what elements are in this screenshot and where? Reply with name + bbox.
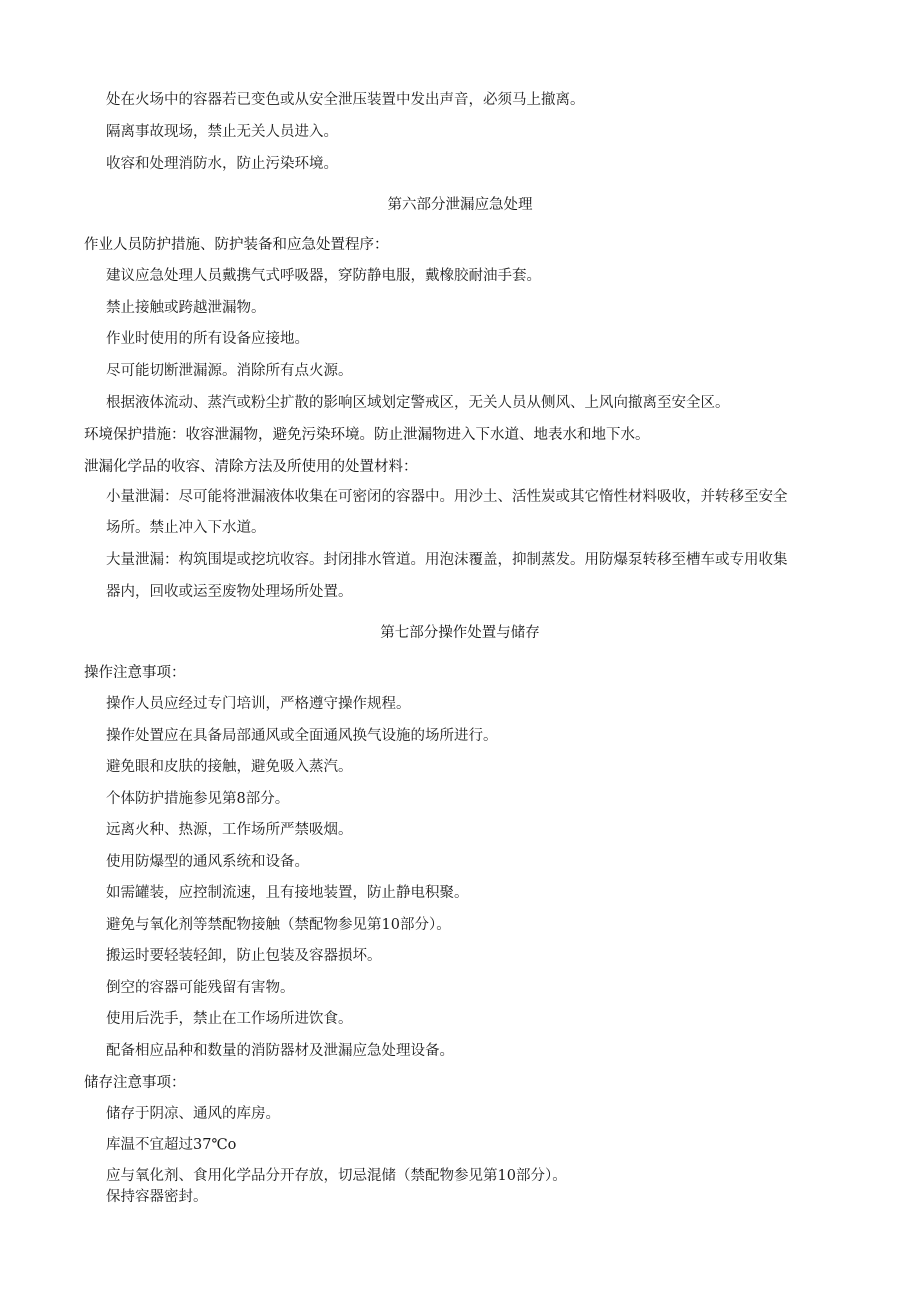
handling-heading: 操作注意事项： (84, 665, 186, 681)
paragraph: 库温不宜超过37℃o (106, 1137, 237, 1153)
paragraph: 倒空的容器可能残留有害物。 (106, 980, 295, 996)
paragraph: 搬运时要轻装轻卸，防止包装及容器损坏。 (106, 948, 382, 964)
paragraph: 避免与氧化剂等禁配物接触（禁配物参见第10部分）。 (106, 917, 451, 933)
env-protection-label: 环境保护措施 (84, 427, 171, 443)
paragraph: 大量泄漏：构筑围堤或挖坑收容。封闭排水管道。用泡沫覆盖，抑制蒸发。用防爆泵转移至槽车或专用收集 (106, 552, 788, 568)
paragraph: 远离火种、热源，工作场所严禁吸烟。 (106, 822, 353, 838)
protection-heading: 作业人员防护措施、防护装备和应急处置程序： (84, 237, 389, 253)
env-protection-line (84, 425, 650, 445)
paragraph: 禁止接触或跨越泄漏物。 (106, 300, 266, 316)
paragraph: 尽可能切断泄漏源。消除所有点火源。 (106, 363, 353, 379)
paragraph: 保持容器密封。 (106, 1189, 208, 1205)
paragraph: 操作人员应经过专门培训，严格遵守操作规程。 (106, 696, 411, 712)
paragraph: 操作处置应在具备局部通风或全面通风换气设施的场所进行。 (106, 728, 498, 744)
paragraph-continuation: 器内，回收或运至废物处理场所处置。 (106, 584, 353, 600)
paragraph: 处在火场中的容器若已变色或从安全泄压装置中发出声音，必须马上撤离。 (106, 92, 585, 108)
paragraph: 避免眼和皮肤的接触，避免吸入蒸汽。 (106, 759, 353, 775)
paragraph: 如需罐装，应控制流速，且有接地装置，防止静电积聚。 (106, 885, 469, 901)
paragraph: 配备相应品种和数量的消防器材及泄漏应急处理设备。 (106, 1043, 454, 1059)
paragraph: 建议应急处理人员戴携气式呼吸器，穿防静电服，戴橡胶耐油手套。 (106, 268, 541, 284)
paragraph: 收容和处理消防水，防止污染环境。 (106, 156, 338, 172)
paragraph: 使用防爆型的通风系统和设备。 (106, 854, 309, 870)
paragraph: 个体防护措施参见第8部分。 (106, 791, 290, 807)
paragraph-continuation: 场所。禁止冲入下水道。 (106, 520, 266, 536)
paragraph: 根据液体流动、蒸汽或粉尘扩散的影响区域划定警戒区，无关人员从侧风、上风向撤离至安全区。 (106, 395, 730, 411)
paragraph: 使用后洗手，禁止在工作场所进饮食。 (106, 1011, 353, 1027)
paragraph: 小量泄漏：尽可能将泄漏液体收集在可密闭的容器中。用沙土、活性炭或其它惰性材料吸收，并转移至安全 (106, 489, 788, 505)
section-6-title: 第六部分泄漏应急处理 (387, 197, 533, 213)
paragraph: 应与氧化剂、食用化学品分开存放，切忌混储（禁配物参见第10部分）。 (106, 1168, 567, 1184)
paragraph: 隔离事故现场，禁止无关人员进入。 (106, 124, 338, 140)
paragraph: 作业时使用的所有设备应接地。 (106, 331, 309, 347)
env-protection-text: ：收容泄漏物，避免污染环境。防止泄漏物进入下水道、地表水和地下水。 (171, 427, 650, 443)
storage-heading: 储存注意事项： (84, 1075, 186, 1091)
cleanup-heading: 泄漏化学品的收容、清除方法及所使用的处置材料： (84, 459, 418, 475)
section-7-title: 第七部分操作处置与储存 (380, 625, 540, 641)
paragraph: 储存于阴凉、通风的库房。 (106, 1106, 280, 1122)
